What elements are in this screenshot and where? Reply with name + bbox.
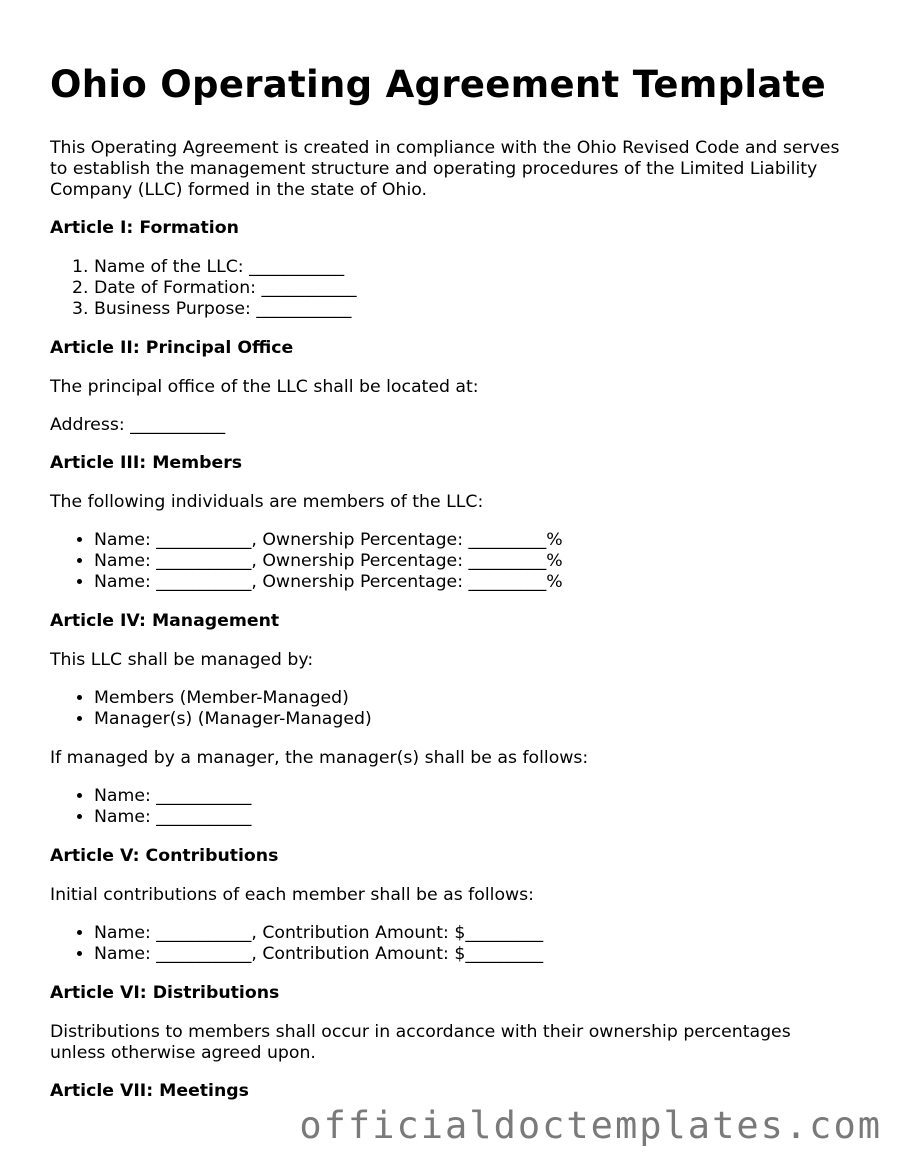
watermark: officialdoctemplates.com [299,1104,882,1147]
page-title: Ohio Operating Agreement Template [50,63,827,106]
article-4-heading: Article IV: Management [50,611,280,631]
list-item: • Manager(s) (Manager-Managed) [94,709,850,730]
address-line: Address: ___________ [50,415,226,435]
intro-paragraph: This Operating Agreement is created in compliance with the Ohio Revised Code and serves to establish the management structure and operating procedures of the Limited Liability Company (LLC) formed in the state of Ohio. [50,138,840,200]
distributions-text: Distributions to members shall occur in accordance with their ownership percentages unless otherwise agreed upon. [50,1022,791,1063]
document-body [50,60,850,1120]
members-text: The following individuals are members of the LLC: [50,492,484,512]
article-7-heading: Article VII: Meetings [50,1081,249,1101]
list-item: • Name: ___________, Contribution Amount: $_________ [94,923,850,944]
article-2-heading: Article II: Principal Office [50,338,294,358]
members-list [50,530,850,593]
principal-office-text: The principal office of the LLC shall be located at: [50,377,479,397]
list-item: 1. Name of the LLC: ___________ [94,257,850,278]
list-item: • Name: ___________, Contribution Amount: $_________ [94,944,850,965]
list-item: • Name: ___________, Ownership Percentage: _________% [94,551,850,572]
article-1-heading: Article I: Formation [50,218,239,238]
contributions-text: Initial contributions of each member shall be as follows: [50,885,534,905]
list-item: • Name: ___________, Ownership Percentage: _________% [94,572,850,593]
list-item: • Members (Member-Managed) [94,688,850,709]
managers-list [50,786,850,828]
list-item: 2. Date of Formation: ___________ [94,278,850,299]
article-3-heading: Article III: Members [50,453,243,473]
management-text: This LLC shall be managed by: [50,650,314,670]
list-item: • Name: ___________ [94,807,850,828]
article-6-heading: Article VI: Distributions [50,983,280,1003]
managers-text: If managed by a manager, the manager(s) shall be as follows: [50,748,589,768]
list-item: • Name: ___________ [94,786,850,807]
management-options-list [50,688,850,730]
contributions-list [50,923,850,965]
formation-list [50,257,850,320]
article-5-heading: Article V: Contributions [50,846,279,866]
list-item: • Name: ___________, Ownership Percentage: _________% [94,530,850,551]
list-item: 3. Business Purpose: ___________ [94,299,850,320]
